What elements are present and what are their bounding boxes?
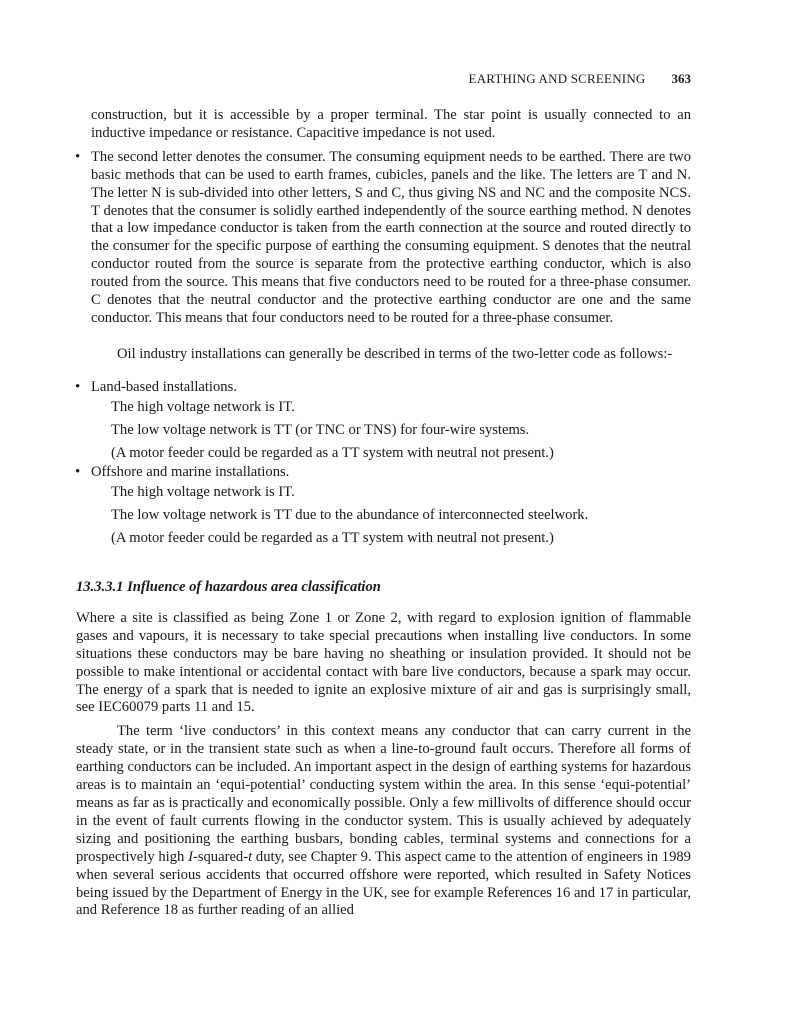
section-number: 13.3.3.1 (76, 579, 124, 596)
land-motor-line: (A motor feeder could be regarded as a TT system with neutral not present.) (111, 444, 554, 461)
continuation-paragraph: construction, but it is accessible by a proper terminal. The star point is usually connected to an inductive impedance or resistance. Capacitive impedance is not used. (91, 107, 691, 141)
bullet-land-based: • Land-based installations. (76, 379, 691, 397)
section-paragraph-2: The term ‘live conductors’ in this context means any conductor that can carry current in the steady state, or in the transient state such as when a line-to-ground fault occurs. Therefore all forms of earthing conductors can be included. An important aspect in the design of earthing systems for hazardous areas is to maintain an ‘equi-potential’ conducting system within the area. In this sense ‘equi-potential’ means as far as is practically and economically possible. Only a few millivolts of difference should occur in the event of fault currents flowing in the conductor system. This is usually achieved by adequately sizing and positioning the earthing busbars, bonding cables, terminal systems and connections for a prospectively high I-squared-t duty, see Chapter 9. This aspect came to the attention of engineers in 1989 when several serious accidents that occurred offshore were reported, which resulted in Safety Notices being issued by the Department of Energy in the UK, see for example References 16 and 17 in particular, and Reference 18 as further reading of an allied (76, 723, 691, 919)
offshore-motor-line: (A motor feeder could be regarded as a TT system with neutral not present.) (111, 530, 554, 547)
offshore-lv-line: The low voltage network is TT due to the abundance of interconnected steelwork. (111, 507, 589, 524)
running-title: EARTHING AND SCREENING (468, 71, 646, 86)
page-number: 363 (671, 71, 691, 86)
page-body (76, 107, 691, 920)
intro-two-letter-code: Oil industry installations can generally be described in terms of the two-letter code as follows:- (117, 345, 673, 362)
section-heading (76, 579, 691, 597)
section-paragraph-1: Where a site is classified as being Zone 1 or Zone 2, with regard to explosion ignition of flammable gases and vapours, it is necessary to take special precautions when installing live conductors. In some situations these conductors may be bare having no sheathing or insulation provided. It should not be possible to make intentional or accidental contact with bare live conductors, because a spark may occur. The energy of a spark that is needed to ignite an explosive mixture of air and gas is surprisingly small, see IEC60079 parts 11 and 15. (76, 609, 691, 716)
land-lv-line: The low voltage network is TT (or TNC or TNS) for four-wire systems. (111, 421, 530, 438)
bullet-second-letter: • The second letter denotes the consumer. The consuming equipment needs to be earthed. There are two basic methods that can be used to earth frames, cubicles, panels and the like. The letters are T and N. The letter N is sub-divided into other letters, S and C, thus giving NS and NC and the composite NCS. T denotes that the consumer is solidly earthed independently of the source earthing method. N denotes that a low impedance conductor is taken from the earth connection at the source and routed directly to the consumer for the specific purpose of earthing the consuming equipment. S denotes that the neutral conductor routed from the source is separate from the protective earthing conductor, which is also routed from the source. This means that five conductors need to be routed for a three-phase consumer. C denotes that the neutral conductor and the protective earthing conductor are one and the same conductor. This means that four conductors need to be routed for a three-phase consumer. (76, 149, 691, 328)
offshore-hv-line: The high voltage network is IT. (111, 484, 295, 501)
land-hv-line: The high voltage network is IT. (111, 398, 295, 415)
running-header (76, 71, 691, 87)
bullet-offshore: • Offshore and marine installations. (76, 464, 691, 482)
section-title: Influence of hazardous area classification (127, 579, 381, 596)
